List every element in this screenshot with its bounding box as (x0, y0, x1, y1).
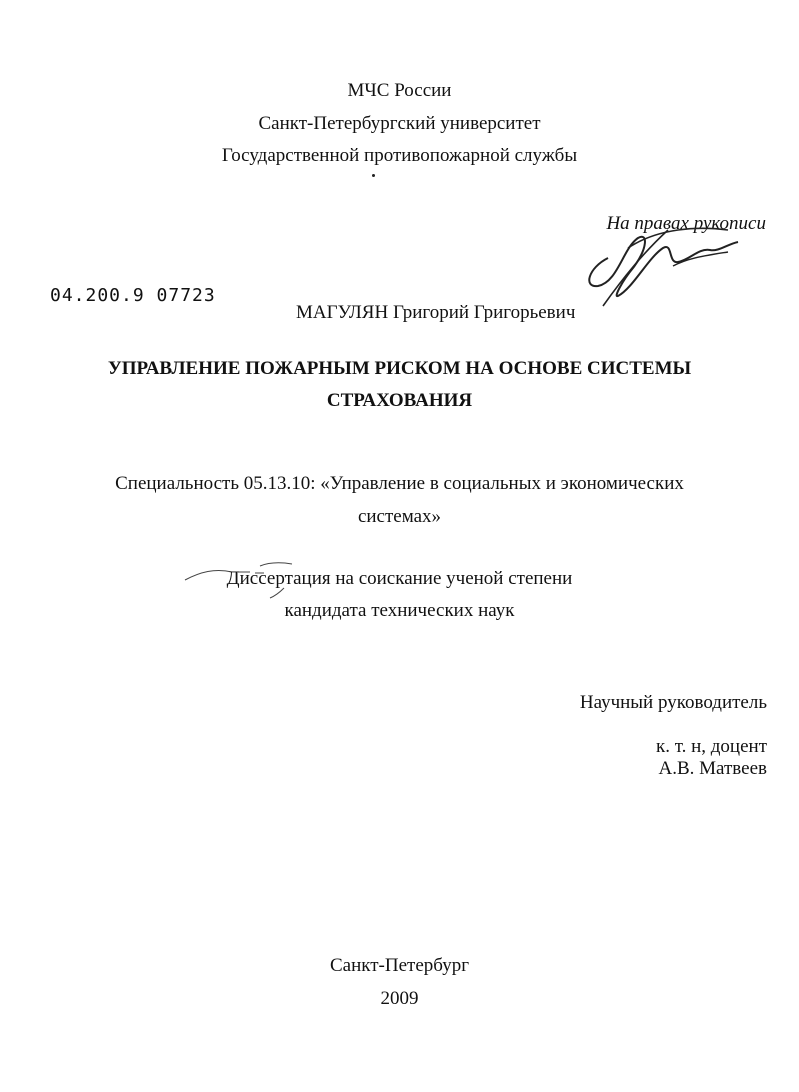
handwritten-signature (578, 218, 748, 308)
title-line-2: СТРАХОВАНИЯ (326, 390, 473, 411)
year: 2009 (380, 988, 419, 1009)
title-line-1: УПРАВЛЕНИЕ ПОЖАРНЫМ РИСКОМ НА ОСНОВЕ СИСТЕМЫ (107, 358, 692, 379)
stray-dot (372, 174, 375, 177)
service-name: Государственной противопожарной службы (221, 145, 578, 166)
author-name: МАГУЛЯН Григорий Григорьевич (296, 302, 576, 323)
city: Санкт-Петербург (329, 955, 469, 976)
supervisor-label: Научный руководитель (579, 692, 767, 713)
manuscript-note: На правах рукописи (606, 213, 766, 234)
ministry-name: МЧС России (347, 80, 452, 101)
university-name: Санкт-Петербургский университет (258, 113, 541, 134)
specialty-line-2: системах» (357, 506, 442, 527)
supervisor-name: А.В. Матвеев (658, 758, 767, 779)
supervisor-degree: к. т. н, доцент (655, 736, 767, 757)
registration-number: 04.200.9 07723 (50, 285, 216, 306)
dissertation-line-2: кандидата технических наук (284, 600, 515, 621)
dissertation-line-1: Диссертация на соискание ученой степени (226, 568, 573, 589)
specialty-line-1: Специальность 05.13.10: «Управление в социальных и экономических (115, 473, 684, 494)
